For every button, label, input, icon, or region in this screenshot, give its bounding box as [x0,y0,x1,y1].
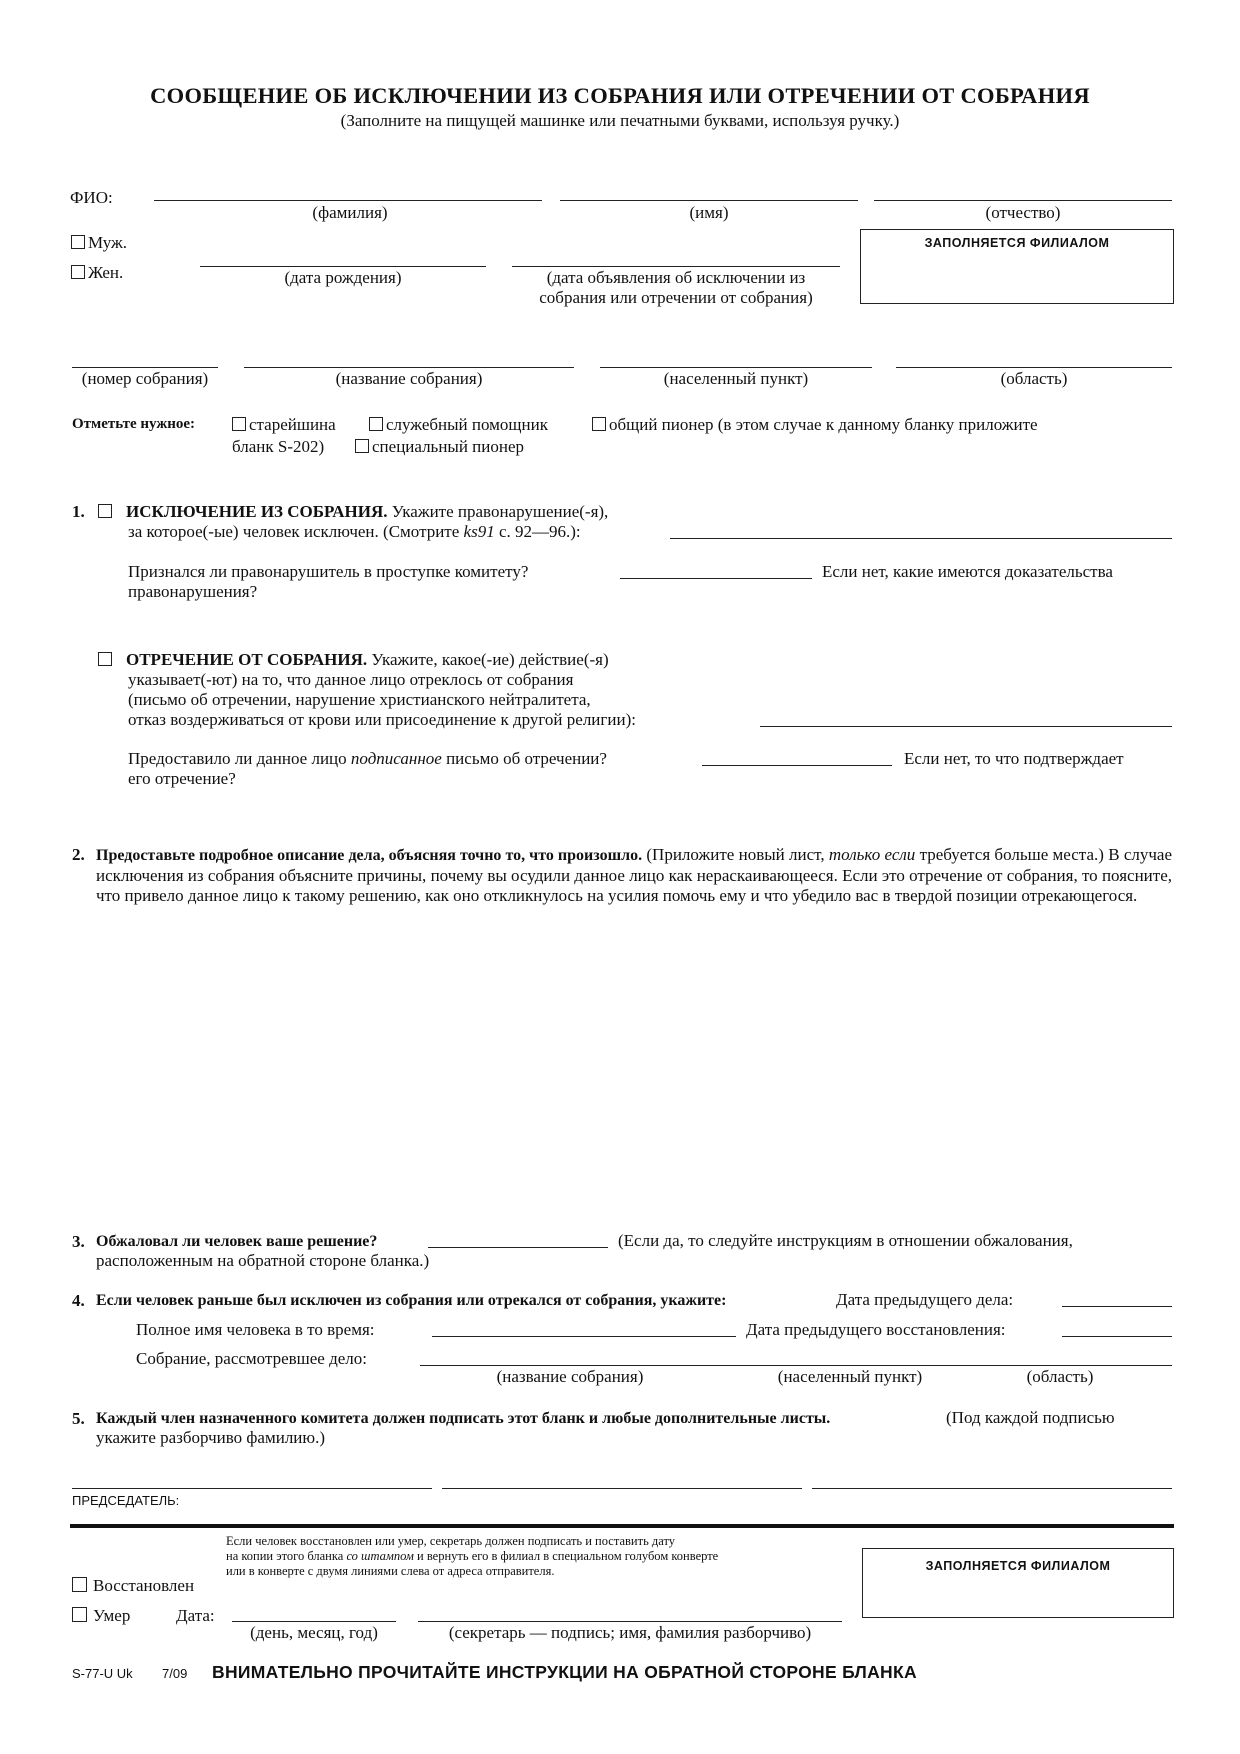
prev-case-date-label: Дата предыдущего дела: [836,1290,1014,1309]
confess-question: Признался ли правонарушитель в проступке комитету? [128,562,529,581]
note-2b: и вернуть его в филиал в специальном голубом конверте [417,1549,719,1563]
ministerial-servant-checkbox[interactable] [369,417,383,431]
elder-label: старейшина [249,415,336,434]
disf-text-2b: с. 92—96.): [498,522,581,541]
secretary-note-2 [226,1549,718,1564]
female-label: Жен. [88,263,124,282]
congregation-name-caption: (название собрания) [335,369,483,388]
signature-line-1[interactable] [72,1488,432,1489]
disassociation-text-2: указывает(-ют) на то, что данное лицо отреклось от собрания [128,670,574,689]
section-5-text: (Под каждой подписью [946,1408,1115,1427]
birthdate-caption: (дата рождения) [284,268,402,287]
reinstated-label: Восстановлен [93,1576,195,1595]
confess-answer-field[interactable] [620,578,812,579]
date-caption: (день, месяц, год) [250,1623,378,1642]
ministerial-servant-label: служебный помощник [386,415,548,434]
disf-text-2a: за которое(-ые) человек исключен. (Смотрите [128,522,460,541]
form-subtitle: (Заполните на пищущей машинке или печатными буквами, используя ручку.) [340,111,900,130]
section-2-text-a: (Приложите новый лист, [646,845,825,864]
disassociation-text-3: (письмо об отречении, нарушение христианского нейтралитета, [128,690,591,709]
surname-field[interactable] [154,200,542,201]
form-code: S-77-U Uk [72,1666,133,1681]
secretary-note-1: Если человек восстановлен или умер, секретарь должен подписать и поставить дату [226,1534,676,1548]
role-ministerial-servant[interactable] [369,415,548,435]
regular-pioneer-label: общий пионер (в этом случае к данному бланку приложите [609,415,1038,434]
description-area[interactable] [96,935,1172,1215]
special-pioneer-label: специальный пионер [372,437,525,456]
full-name-label: Полное имя человека в то время: [136,1320,375,1339]
form-date: 7/09 [162,1666,188,1681]
gender-female[interactable] [71,263,123,283]
prev-reinstatement-label: Дата предыдущего восстановления: [746,1320,1006,1339]
secretary-note-3: или в конверте с двумя линиями слева от адреса отправителя. [226,1564,555,1578]
section-2-text-em: только если [828,845,916,864]
elder-checkbox[interactable] [232,417,246,431]
cong-locality-caption: (населенный пункт) [777,1367,923,1386]
signature-line-2[interactable] [442,1488,802,1489]
regular-pioneer-checkbox[interactable] [592,417,606,431]
section-4-question: Если человек раньше был исключен из собрания или отрекался от собрания, укажите: [96,1292,727,1309]
section-3-number: 3. [72,1232,85,1251]
branch-box-top [860,229,1174,304]
locality-caption: (населенный пункт) [663,369,809,388]
disassociation-option[interactable] [98,650,609,670]
section-4-number: 4. [72,1291,85,1310]
section-2-number: 2. [72,845,85,864]
roles-label: Отметьте нужное: [72,416,196,432]
full-name-field[interactable] [432,1336,736,1337]
announcement-caption-1: (дата объявления об исключении из [546,268,806,287]
section-3-text-2: расположенным на обратной стороне бланка.) [96,1251,430,1270]
letter-q-b: письмо об отречении? [446,749,607,768]
died-option[interactable] [72,1606,130,1626]
disassociation-title: ОТРЕЧЕНИЕ ОТ СОБРАНИЯ. [126,650,368,669]
reinstated-checkbox[interactable] [72,1577,87,1592]
chairman-label: ПРЕДСЕДАТЕЛЬ: [72,1493,180,1508]
letter-ifnot-2: его отречение? [128,769,236,788]
letter-q-em: подписанное [350,749,442,768]
confess-ifnot: Если нет, какие имеются доказательства [822,562,1113,581]
died-label: Умер [93,1606,131,1625]
footer-instruction: ВНИМАТЕЛЬНО ПРОЧИТАЙТЕ ИНСТРУКЦИИ НА ОБРАТНОЙ СТОРОНЕ БЛАНКА [212,1662,917,1682]
disfellowship-option[interactable] [98,502,608,522]
section-2-bold: Предоставьте подробное описание дела, объясняя точно то, что произошло. [96,847,643,864]
form-title: СООБЩЕНИЕ ОБ ИСКЛЮЧЕНИИ ИЗ СОБРАНИЯ ИЛИ ОТРЕЧЕНИИ ОТ СОБРАНИЯ [150,83,1090,108]
prev-case-date-field[interactable] [1062,1306,1172,1307]
signature-line-3[interactable] [812,1488,1172,1489]
disfellowship-title: ИСКЛЮЧЕНИЕ ИЗ СОБРАНИЯ. [126,502,388,521]
branch-box-bottom-label: ЗАПОЛНЯЕТСЯ ФИЛИАЛОМ [925,1559,1111,1573]
section-3-question: Обжаловал ли человек ваше решение? [96,1233,378,1250]
region-caption: (область) [1000,369,1068,388]
secretary-caption: (секретарь — подпись; имя, фамилия разборчиво) [448,1623,812,1642]
note-2em: со штампом [346,1549,414,1563]
congregation-handled-label: Собрание, рассмотревшее дело: [136,1349,367,1368]
congregation-number-caption: (номер собрания) [81,369,209,388]
patronymic-field[interactable] [874,200,1172,201]
disfellowship-text-1: Укажите правонарушение(-я), [391,502,609,521]
disassociation-action-field[interactable] [760,726,1172,727]
disassociation-text-1: Укажите, какое(-ие) действие(-я) [371,650,609,669]
prev-reinstatement-field[interactable] [1062,1336,1172,1337]
disfellowship-text-2 [128,522,581,542]
role-elder[interactable] [232,415,336,435]
section-3-text: (Если да, то следуйте инструкциям в отношении обжалования, [618,1231,1073,1250]
disassociation-text-4: отказ воздерживаться от крови или присоединение к другой религии): [128,710,636,729]
cong-name-caption: (название собрания) [496,1367,644,1386]
died-checkbox[interactable] [72,1607,87,1622]
male-checkbox[interactable] [71,235,85,249]
branch-box-label: ЗАПОЛНЯЕТСЯ ФИЛИАЛОМ [924,236,1110,250]
letter-answer-field[interactable] [702,765,892,766]
regular-pioneer-cont: бланк S-202) [232,437,325,456]
cong-region-caption: (область) [1026,1367,1094,1386]
fio-label: ФИО: [70,188,113,207]
role-regular-pioneer[interactable] [592,415,1038,435]
section-2-text [96,845,1172,906]
date-label: Дата: [176,1606,215,1625]
role-special-pioneer[interactable] [355,437,524,457]
section-5-statement: Каждый член назначенного комитета должен подписать этот бланк и любые дополнительные листы. [96,1410,831,1427]
offense-field[interactable] [670,538,1172,539]
section-2-text-b: требуется больше места.) В случае исключения из собрания объясните причины, почему вы осудили данное лицо как нераскаивающееся. Если это отречение от собрания, то поясните, что привело данное лицо к такому решению, как оно откликнулось на усилия помочь ему и что убедило вас в твердой позиции отрекающегося. [96,845,1173,905]
letter-ifnot: Если нет, то что подтверждает [904,749,1124,768]
congregation-number-field[interactable] [72,367,218,368]
male-label: Муж. [88,233,127,252]
region-field[interactable] [896,367,1172,368]
letter-question [128,749,607,769]
locality-field[interactable] [600,367,872,368]
secretary-signature-field[interactable] [418,1621,842,1622]
section-1-number: 1. [72,502,85,521]
surname-caption: (фамилия) [312,203,388,222]
thick-divider [70,1524,1174,1528]
announcement-caption-2: собрания или отречении от собрания) [539,288,813,307]
birthdate-field[interactable] [200,266,486,267]
special-pioneer-checkbox[interactable] [355,439,369,453]
reinstated-option[interactable] [72,1576,194,1596]
confess-ifnot-2: правонарушения? [128,582,258,601]
patronymic-caption: (отчество) [985,203,1061,222]
branch-box-bottom [862,1548,1174,1618]
congregation-handled-field[interactable] [420,1365,1172,1366]
name-field[interactable] [560,200,858,201]
congregation-name-field[interactable] [244,367,574,368]
disassociation-checkbox[interactable] [98,652,112,666]
name-caption: (имя) [689,203,729,222]
announcement-date-field[interactable] [512,266,840,267]
date-field[interactable] [232,1621,396,1622]
ks91-reference: ks91 [463,522,495,541]
gender-male[interactable] [71,233,127,253]
appeal-answer-field[interactable] [428,1247,608,1248]
letter-q-a: Предоставило ли данное лицо [128,749,347,768]
section-5-number: 5. [72,1409,85,1428]
female-checkbox[interactable] [71,265,85,279]
disfellowship-checkbox[interactable] [98,504,112,518]
section-5-text-2: укажите разборчиво фамилию.) [96,1428,326,1447]
note-2a: на копии этого бланка [226,1549,344,1563]
